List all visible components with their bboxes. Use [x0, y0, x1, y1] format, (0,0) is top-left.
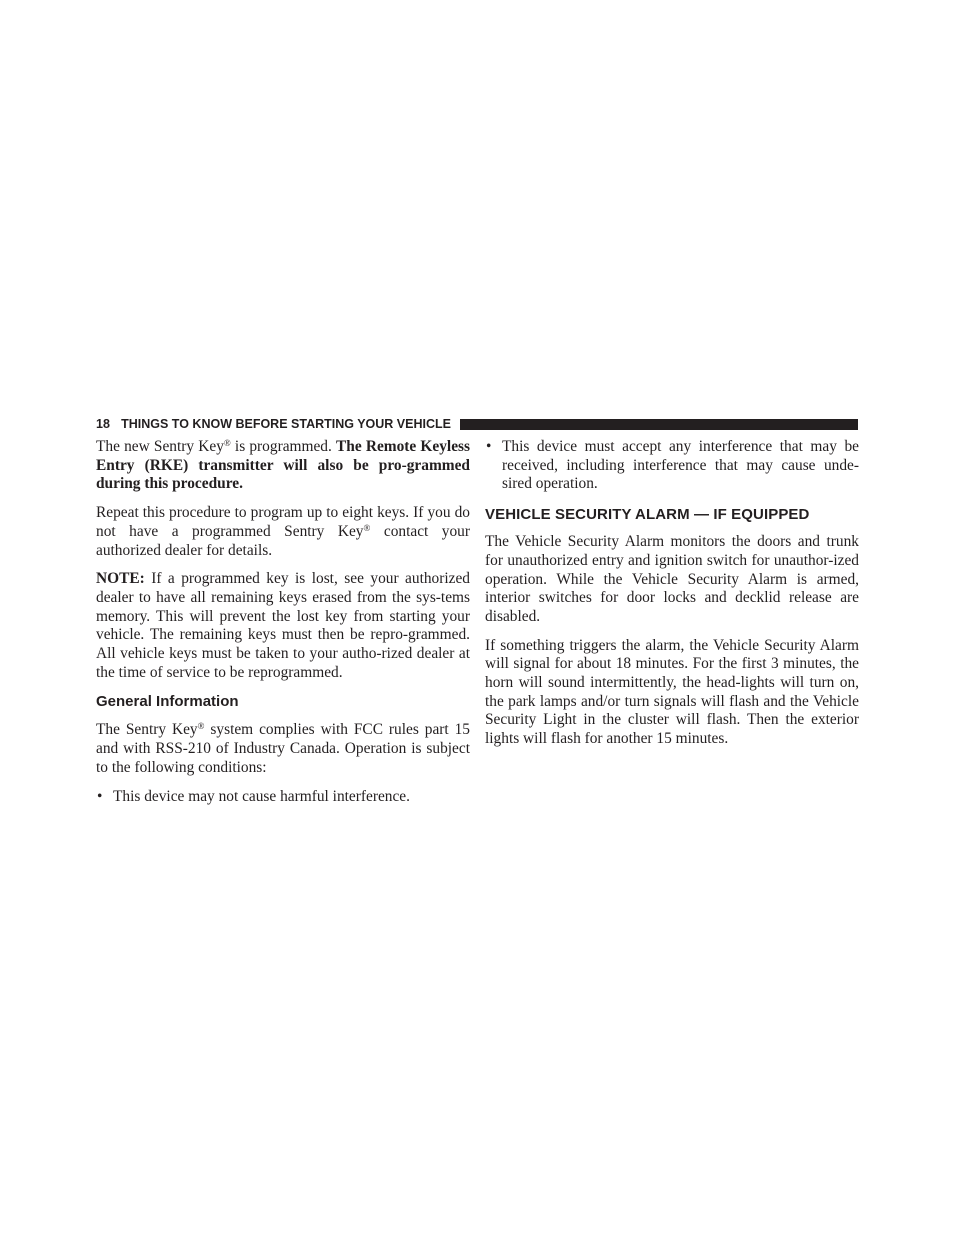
paragraph-fcc-compliance [96, 721, 470, 777]
page-header [96, 416, 858, 432]
text-run: The new Sentry Key [96, 438, 224, 455]
text-run: Repeat this procedure to program up to eight keys. If you do not have a programmed Sentry Key [96, 504, 470, 540]
right-column [485, 438, 859, 749]
paragraph-alarm-monitors: The Vehicle Security Alarm monitors the doors and trunk for unauthorized entry and ignition switch for unauthor-ized operation. While the Vehicle Security Alarm is armed, interior switches for door locks and decklid release are disabled. [485, 533, 859, 625]
note-label: NOTE: [96, 570, 145, 588]
general-information-heading: General Information [96, 693, 239, 711]
bullet-marker: • [486, 438, 492, 455]
section-title: THINGS TO KNOW BEFORE STARTING YOUR VEHICLE [121, 417, 451, 431]
paragraph-repeat-procedure [96, 504, 470, 560]
bullet-item [96, 788, 470, 807]
paragraph-sentry-key-programmed [96, 438, 470, 494]
registered-mark: ® [363, 522, 371, 533]
bullet-item [485, 438, 859, 494]
registered-mark: ® [197, 721, 205, 732]
vehicle-security-alarm-heading: VEHICLE SECURITY ALARM — IF EQUIPPED [485, 506, 810, 524]
bullet-marker: • [97, 787, 103, 805]
bold-text-run: The Remote Keyless Entry (RKE) transmitter will also be pro-grammed during this procedure. [96, 438, 471, 493]
note-text: If a programmed key is lost, see your authorized dealer to have all remaining keys erased from the sys-tems memory. This will prevent the lost key from starting your vehicle. The remaining keys must then be repro-grammed. All vehicle keys must be taken to your autho-rized dealer at the time of service to be reprogrammed. [96, 570, 470, 681]
bullet-text: This device may not cause harmful interference. [113, 787, 410, 805]
left-column [96, 438, 470, 816]
paragraph-alarm-triggered: If something triggers the alarm, the Vehicle Security Alarm will signal for about 18 minutes. For the first 3 minutes, the horn will sound intermittently, the head-lights will turn on, the park lamps and/or turn signals will flash and the Vehicle Security Light in the cluster will flash. Then the exterior lights will flash for another 15 minutes. [485, 636, 859, 748]
paragraph-note [96, 570, 470, 682]
text-run: contact your authorized dealer for details. [96, 522, 471, 559]
header-rule-bar [460, 419, 858, 430]
registered-mark: ® [223, 438, 231, 448]
text-run: is programmed. [230, 438, 337, 455]
text-run: system complies with FCC rules part 15 and with RSS-210 of Industry Canada. Operation is subject to the following conditions: [96, 721, 470, 776]
page-number: 18 [96, 417, 111, 431]
bullet-text: This device must accept any interference that may be received, including interference that may cause unde-sired operation. [502, 438, 859, 493]
text-run: The Sentry Key [96, 721, 198, 739]
